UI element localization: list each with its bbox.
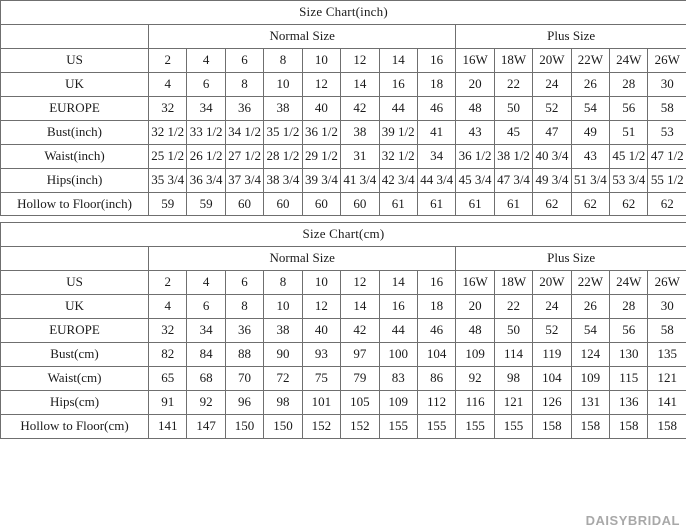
row-header: Hollow to Floor(cm) — [1, 414, 149, 438]
table-cell: 2 — [149, 271, 187, 295]
table-cell: 8 — [264, 48, 302, 72]
table-cell: 58 — [648, 319, 686, 343]
table-cell: 6 — [225, 48, 263, 72]
table-cell: 92 — [456, 367, 494, 391]
table-cell: 58 — [648, 96, 686, 120]
table-cell: 16W — [456, 48, 494, 72]
size-group-header: Normal Size — [149, 247, 456, 271]
row-header: Waist(inch) — [1, 144, 149, 168]
table-cell: 41 3/4 — [341, 168, 379, 192]
table-cell: 50 — [494, 319, 532, 343]
table-cell: 14 — [341, 72, 379, 96]
table-cell: 90 — [264, 343, 302, 367]
table-cell: 126 — [533, 391, 571, 415]
table-cell: 38 — [264, 319, 302, 343]
table-cell: 53 — [648, 120, 686, 144]
table-cell: 38 — [341, 120, 379, 144]
table-cell: 8 — [225, 72, 263, 96]
table-cell: 20W — [533, 271, 571, 295]
table-cell: 38 3/4 — [264, 168, 302, 192]
table-cell: 44 — [379, 319, 417, 343]
table-cell: 10 — [302, 271, 340, 295]
table-cell: 40 — [302, 96, 340, 120]
table-cell: 101 — [302, 391, 340, 415]
table-cell: 48 — [456, 96, 494, 120]
table-cell: 20 — [456, 72, 494, 96]
table-cell: 72 — [264, 367, 302, 391]
table-cell: 60 — [225, 192, 263, 216]
table-cell: 6 — [187, 72, 225, 96]
table-cell: 152 — [341, 414, 379, 438]
table-cell: 98 — [264, 391, 302, 415]
table-cell: 42 3/4 — [379, 168, 417, 192]
table-cell: 42 — [341, 96, 379, 120]
table-cell: 34 — [187, 96, 225, 120]
table-row — [1, 96, 686, 120]
table-cell: 34 — [187, 319, 225, 343]
table-cell: 62 — [533, 192, 571, 216]
table-cell: 22 — [494, 295, 532, 319]
table-cell: 48 — [456, 319, 494, 343]
table-cell: 152 — [302, 414, 340, 438]
table-cell: 62 — [571, 192, 609, 216]
table-cell: 88 — [225, 343, 263, 367]
table-cell: 26 1/2 — [187, 144, 225, 168]
row-header: Hollow to Floor(inch) — [1, 192, 149, 216]
table-cell: 32 1/2 — [379, 144, 417, 168]
table-cell: 136 — [610, 391, 648, 415]
table-cell: 20 — [456, 295, 494, 319]
table-cell: 24 — [533, 72, 571, 96]
table-cell: 28 1/2 — [264, 144, 302, 168]
table-cell: 45 3/4 — [456, 168, 494, 192]
row-header: Waist(cm) — [1, 367, 149, 391]
row-header: Hips(inch) — [1, 168, 149, 192]
table-cell: 32 1/2 — [149, 120, 187, 144]
table-cell: 46 — [417, 319, 455, 343]
table-cell: 12 — [341, 271, 379, 295]
table-cell: 12 — [302, 72, 340, 96]
table-cell: 16 — [379, 72, 417, 96]
table-cell: 61 — [379, 192, 417, 216]
table-cell: 6 — [187, 295, 225, 319]
table-cell: 61 — [494, 192, 532, 216]
table-cell: 158 — [648, 414, 686, 438]
table-cell: 104 — [533, 367, 571, 391]
size-chart-block — [0, 222, 686, 438]
table-cell: 27 1/2 — [225, 144, 263, 168]
table-cell: 25 1/2 — [149, 144, 187, 168]
table-cell: 18W — [494, 48, 532, 72]
row-header: Bust(cm) — [1, 343, 149, 367]
table-cell: 98 — [494, 367, 532, 391]
table-cell: 14 — [379, 48, 417, 72]
table-cell: 158 — [533, 414, 571, 438]
size-group-header: Plus Size — [456, 24, 686, 48]
size-group-header: Normal Size — [149, 24, 456, 48]
row-header: EUROPE — [1, 96, 149, 120]
table-cell: 109 — [456, 343, 494, 367]
size-chart-table — [0, 222, 686, 438]
table-cell: 31 — [341, 144, 379, 168]
table-cell: 41 — [417, 120, 455, 144]
table-cell: 2 — [149, 48, 187, 72]
table-cell: 10 — [302, 48, 340, 72]
table-cell: 54 — [571, 319, 609, 343]
table-cell: 47 — [533, 120, 571, 144]
table-row — [1, 24, 686, 48]
table-cell: 155 — [417, 414, 455, 438]
table-cell: 130 — [610, 343, 648, 367]
table-row — [1, 319, 686, 343]
table-cell: 56 — [610, 96, 648, 120]
table-row — [1, 295, 686, 319]
table-cell: 68 — [187, 367, 225, 391]
table-row — [1, 168, 686, 192]
table-cell: 75 — [302, 367, 340, 391]
table-cell: 51 — [610, 120, 648, 144]
table-cell: 96 — [225, 391, 263, 415]
table-cell: 82 — [149, 343, 187, 367]
table-cell: 61 — [417, 192, 455, 216]
table-cell: 119 — [533, 343, 571, 367]
table-cell: 10 — [264, 295, 302, 319]
table-cell: 46 — [417, 96, 455, 120]
table-cell: 155 — [379, 414, 417, 438]
table-cell: 18 — [417, 295, 455, 319]
table-cell: 59 — [187, 192, 225, 216]
table-cell: 112 — [417, 391, 455, 415]
table-cell: 155 — [456, 414, 494, 438]
table-cell: 121 — [648, 367, 686, 391]
table-row — [1, 120, 686, 144]
table-cell: 43 — [571, 144, 609, 168]
table-cell: 10 — [264, 72, 302, 96]
table-cell: 36 3/4 — [187, 168, 225, 192]
table-row — [1, 391, 686, 415]
table-cell: 16 — [379, 295, 417, 319]
chart-title: Size Chart(cm) — [1, 223, 686, 247]
table-cell: 30 — [648, 295, 686, 319]
row-header: EUROPE — [1, 319, 149, 343]
table-cell: 62 — [648, 192, 686, 216]
table-cell: 49 3/4 — [533, 168, 571, 192]
table-cell: 141 — [648, 391, 686, 415]
table-cell: 24W — [610, 271, 648, 295]
table-cell: 22W — [571, 48, 609, 72]
table-cell: 18W — [494, 271, 532, 295]
table-cell: 124 — [571, 343, 609, 367]
table-cell: 135 — [648, 343, 686, 367]
table-cell: 56 — [610, 319, 648, 343]
table-cell: 65 — [149, 367, 187, 391]
table-row — [1, 72, 686, 96]
table-cell: 131 — [571, 391, 609, 415]
table-cell: 34 — [417, 144, 455, 168]
table-cell: 4 — [187, 271, 225, 295]
table-row — [1, 343, 686, 367]
corner-cell — [1, 247, 149, 271]
table-cell: 39 1/2 — [379, 120, 417, 144]
row-header: Bust(inch) — [1, 120, 149, 144]
watermark-text: DAISYBRIDAL — [585, 513, 680, 528]
table-cell: 97 — [341, 343, 379, 367]
row-header: US — [1, 271, 149, 295]
table-cell: 93 — [302, 343, 340, 367]
table-cell: 86 — [417, 367, 455, 391]
table-cell: 35 3/4 — [149, 168, 187, 192]
table-cell: 100 — [379, 343, 417, 367]
size-chart-table — [0, 0, 686, 216]
table-cell: 12 — [341, 48, 379, 72]
table-cell: 141 — [149, 414, 187, 438]
table-cell: 4 — [149, 72, 187, 96]
table-cell: 22W — [571, 271, 609, 295]
table-cell: 32 — [149, 319, 187, 343]
table-row — [1, 48, 686, 72]
table-cell: 42 — [341, 319, 379, 343]
table-row — [1, 247, 686, 271]
table-cell: 36 — [225, 96, 263, 120]
table-cell: 158 — [610, 414, 648, 438]
table-cell: 49 — [571, 120, 609, 144]
table-cell: 40 — [302, 319, 340, 343]
row-header: UK — [1, 295, 149, 319]
table-cell: 36 1/2 — [456, 144, 494, 168]
table-cell: 60 — [302, 192, 340, 216]
table-cell: 24 — [533, 295, 571, 319]
table-cell: 36 1/2 — [302, 120, 340, 144]
table-cell: 109 — [379, 391, 417, 415]
table-cell: 39 3/4 — [302, 168, 340, 192]
table-cell: 36 — [225, 319, 263, 343]
table-cell: 24W — [610, 48, 648, 72]
table-cell: 35 1/2 — [264, 120, 302, 144]
table-cell: 91 — [149, 391, 187, 415]
table-cell: 59 — [149, 192, 187, 216]
table-cell: 105 — [341, 391, 379, 415]
size-group-header: Plus Size — [456, 247, 686, 271]
table-cell: 150 — [225, 414, 263, 438]
table-row — [1, 223, 686, 247]
table-cell: 84 — [187, 343, 225, 367]
table-cell: 51 3/4 — [571, 168, 609, 192]
table-cell: 33 1/2 — [187, 120, 225, 144]
table-cell: 26 — [571, 295, 609, 319]
row-header: UK — [1, 72, 149, 96]
table-cell: 26 — [571, 72, 609, 96]
row-header: Hips(cm) — [1, 391, 149, 415]
table-cell: 26W — [648, 48, 686, 72]
table-cell: 61 — [456, 192, 494, 216]
table-cell: 115 — [610, 367, 648, 391]
table-cell: 45 — [494, 120, 532, 144]
table-cell: 155 — [494, 414, 532, 438]
table-cell: 8 — [264, 271, 302, 295]
table-cell: 70 — [225, 367, 263, 391]
table-cell: 32 — [149, 96, 187, 120]
table-cell: 92 — [187, 391, 225, 415]
table-cell: 54 — [571, 96, 609, 120]
table-row — [1, 367, 686, 391]
table-cell: 14 — [341, 295, 379, 319]
chart-title: Size Chart(inch) — [1, 1, 686, 25]
table-cell: 16 — [417, 271, 455, 295]
table-cell: 16 — [417, 48, 455, 72]
table-cell: 50 — [494, 96, 532, 120]
table-cell: 45 1/2 — [610, 144, 648, 168]
table-cell: 26W — [648, 271, 686, 295]
table-cell: 47 3/4 — [494, 168, 532, 192]
table-cell: 158 — [571, 414, 609, 438]
table-cell: 34 1/2 — [225, 120, 263, 144]
table-cell: 37 3/4 — [225, 168, 263, 192]
table-cell: 14 — [379, 271, 417, 295]
table-cell: 150 — [264, 414, 302, 438]
table-cell: 28 — [610, 295, 648, 319]
table-cell: 55 1/2 — [648, 168, 686, 192]
table-cell: 38 — [264, 96, 302, 120]
table-cell: 60 — [341, 192, 379, 216]
table-cell: 109 — [571, 367, 609, 391]
table-row — [1, 1, 686, 25]
table-row — [1, 271, 686, 295]
table-cell: 8 — [225, 295, 263, 319]
table-cell: 30 — [648, 72, 686, 96]
table-row — [1, 414, 686, 438]
table-cell: 18 — [417, 72, 455, 96]
table-cell: 43 — [456, 120, 494, 144]
table-cell: 52 — [533, 96, 571, 120]
table-cell: 44 3/4 — [417, 168, 455, 192]
table-cell: 38 1/2 — [494, 144, 532, 168]
table-cell: 52 — [533, 319, 571, 343]
table-cell: 44 — [379, 96, 417, 120]
table-cell: 60 — [264, 192, 302, 216]
table-cell: 20W — [533, 48, 571, 72]
table-cell: 104 — [417, 343, 455, 367]
table-cell: 147 — [187, 414, 225, 438]
table-cell: 83 — [379, 367, 417, 391]
table-cell: 79 — [341, 367, 379, 391]
table-cell: 22 — [494, 72, 532, 96]
table-cell: 53 3/4 — [610, 168, 648, 192]
table-cell: 4 — [187, 48, 225, 72]
table-cell: 28 — [610, 72, 648, 96]
table-cell: 40 3/4 — [533, 144, 571, 168]
corner-cell — [1, 24, 149, 48]
table-cell: 47 1/2 — [648, 144, 686, 168]
table-cell: 12 — [302, 295, 340, 319]
table-cell: 121 — [494, 391, 532, 415]
table-cell: 6 — [225, 271, 263, 295]
table-row — [1, 192, 686, 216]
table-cell: 116 — [456, 391, 494, 415]
table-cell: 62 — [610, 192, 648, 216]
table-cell: 16W — [456, 271, 494, 295]
size-chart-block — [0, 0, 686, 216]
table-cell: 29 1/2 — [302, 144, 340, 168]
table-cell: 4 — [149, 295, 187, 319]
row-header: US — [1, 48, 149, 72]
table-cell: 114 — [494, 343, 532, 367]
table-row — [1, 144, 686, 168]
